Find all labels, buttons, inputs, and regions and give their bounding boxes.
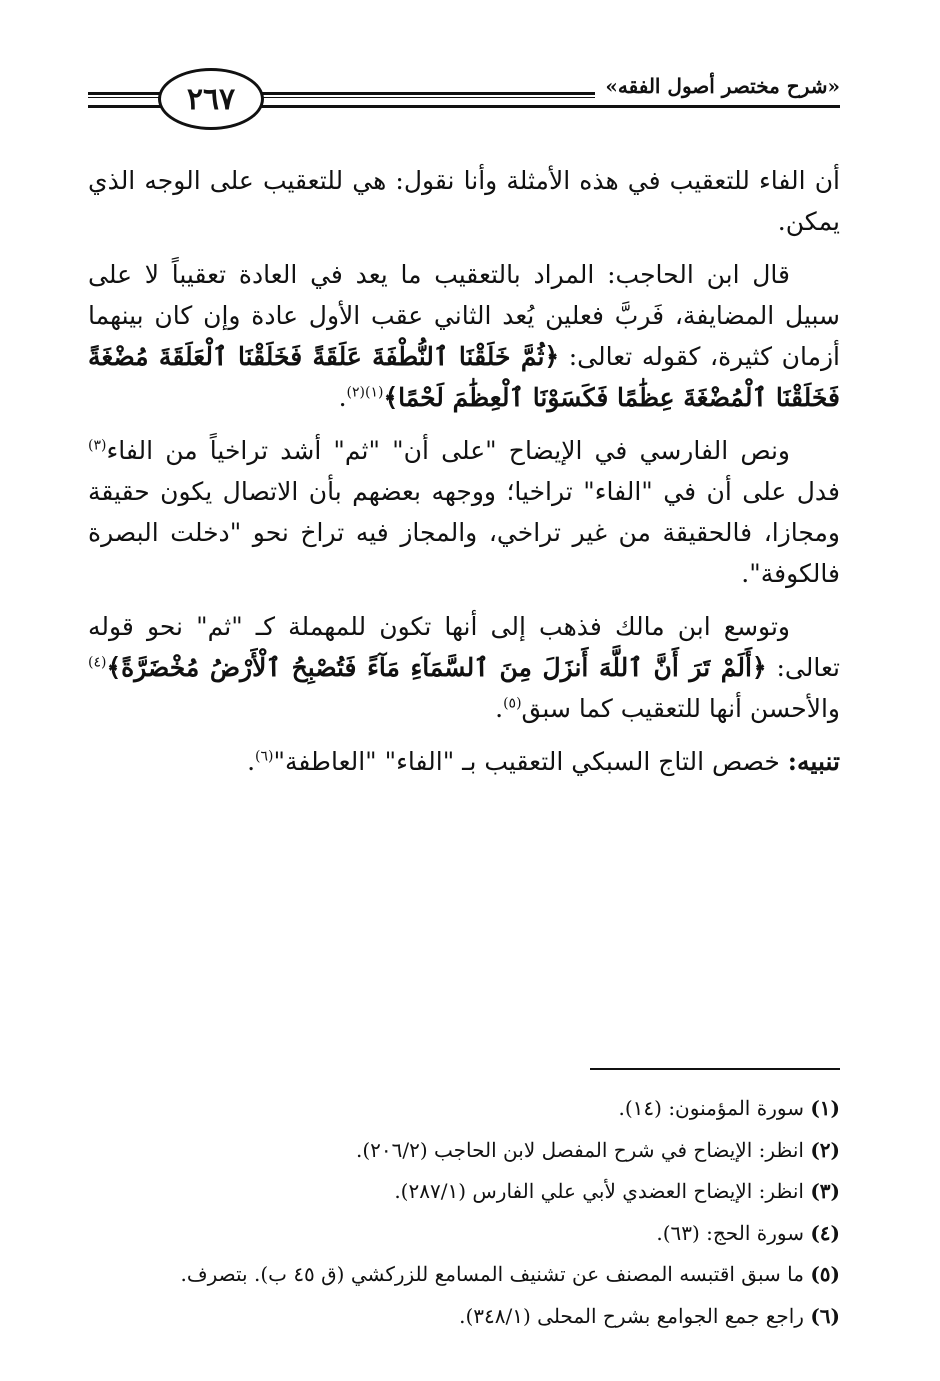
paragraph-1 (88, 160, 840, 242)
footnote-number: (٦) (810, 1303, 840, 1328)
paragraph-2-end: . (338, 383, 347, 412)
notice-label: تنبيه: (787, 747, 840, 776)
paragraph-4-text-a: وتوسع ابن مالك فذهب إلى أنها تكون للمهملة كـ "ثم" نحو قوله تعالى: (88, 612, 841, 682)
footnote-1 (88, 1088, 840, 1130)
footnote-2 (88, 1130, 840, 1172)
footnote-text: سورة المؤمنون: (١٤). (618, 1096, 804, 1120)
quran-verse-hajj: ﴿أَلَمْ تَرَ أَنَّ ٱللَّهَ أَنزَلَ مِنَ ٱلسَّمَآءِ مَآءً فَتُصْبِحُ ٱلْأَرْضُ مُخْضَرَّةً﴾ (106, 653, 767, 682)
footnote-separator (590, 1068, 840, 1070)
footnote-ref-5: (٥) (503, 695, 522, 712)
paragraph-1-text: أن الفاء للتعقيب في هذه الأمثلة وأنا نقول: هي للتعقيب على الوجه الذي يمكن. (88, 166, 840, 236)
paragraph-4 (88, 606, 840, 729)
page-number: ٢٦٧ (158, 68, 264, 130)
footnote-number: (٤) (810, 1220, 840, 1245)
paragraph-3-text-b: فدل على أن في "الفاء" تراخيا؛ ووجهه بعضهم بأن الاتصال يكون حقيقة ومجازا، فالحقيقة من غير تراخي، والمجاز فيه تراخ نحو "دخلت البصرة فالكوفة". (88, 477, 840, 588)
footnote-4 (88, 1213, 840, 1255)
footnote-number: (٣) (810, 1179, 840, 1204)
page-header (88, 60, 840, 140)
paragraph-5-notice (88, 741, 840, 782)
footnote-ref-1-2: (١)(٢) (346, 384, 384, 401)
notice-text: خصص التاج السبكي التعقيب بـ "الفاء" "العاطفة" (273, 747, 788, 776)
paragraph-5-end: . (247, 747, 256, 776)
main-text (88, 160, 840, 794)
footnote-text: انظر: الإيضاح في شرح المفصل لابن الحاجب (٢٠٦/٢). (355, 1137, 804, 1162)
footnote-ref-4: (٤) (88, 654, 107, 671)
quran-verse-muminun: ﴿ثُمَّ خَلَقْنَا ٱلنُّطْفَةَ عَلَقَةً فَخَلَقْنَا ٱلْعَلَقَةَ مُضْغَةً فَخَلَقْنَا ٱلْمُضْغَةَ عِظَٰمًا فَكَسَوْنَا ٱلْعِظَٰمَ لَحْمًا﴾ (88, 342, 840, 412)
footnote-6 (88, 1296, 840, 1338)
footnote-text: انظر: الإيضاح العضدي لأبي علي الفارس (٢٨٧/١). (394, 1179, 804, 1204)
footnote-text: سورة الحج: (٦٣). (656, 1220, 804, 1245)
footnote-number: (٢) (810, 1137, 840, 1162)
footnote-ref-6: (٦) (255, 748, 274, 765)
footnote-text: راجع جمع الجوامع بشرح المحلى (٣٤٨/١). (459, 1303, 804, 1328)
paragraph-4-end: . (495, 694, 504, 723)
footnote-number: (٥) (810, 1262, 840, 1287)
footnote-5 (88, 1254, 840, 1296)
paragraph-3-text-a: ونص الفارسي في الإيضاح "على أن" "ثم" أشد تراخياً من الفاء (106, 436, 790, 465)
paragraph-2 (88, 254, 840, 418)
footnote-text: ما سبق اقتبسه المصنف عن تشنيف المسامع للزركشي (ق ٤٥ ب). بتصرف. (180, 1262, 804, 1287)
paragraph-2-text: قال ابن الحاجب: المراد بالتعقيب ما يعد في العادة تعقيباً لا على سبيل المضايفة، فَربَّ فعلين يُعد الثاني عقب الأول عادة وإن كان بينهما أزمان كثيرة، كقوله تعالى: (88, 260, 840, 371)
footnote-number: (١) (810, 1096, 840, 1120)
footnote-3 (88, 1171, 840, 1213)
paragraph-4-text-b: والأحسن أنها للتعقيب كما سبق (521, 694, 840, 723)
footnote-ref-3: (٣) (88, 437, 107, 454)
footnotes (88, 1088, 840, 1338)
paragraph-3 (88, 430, 840, 594)
running-title: «شرح مختصر أصول الفقه» (595, 74, 840, 98)
